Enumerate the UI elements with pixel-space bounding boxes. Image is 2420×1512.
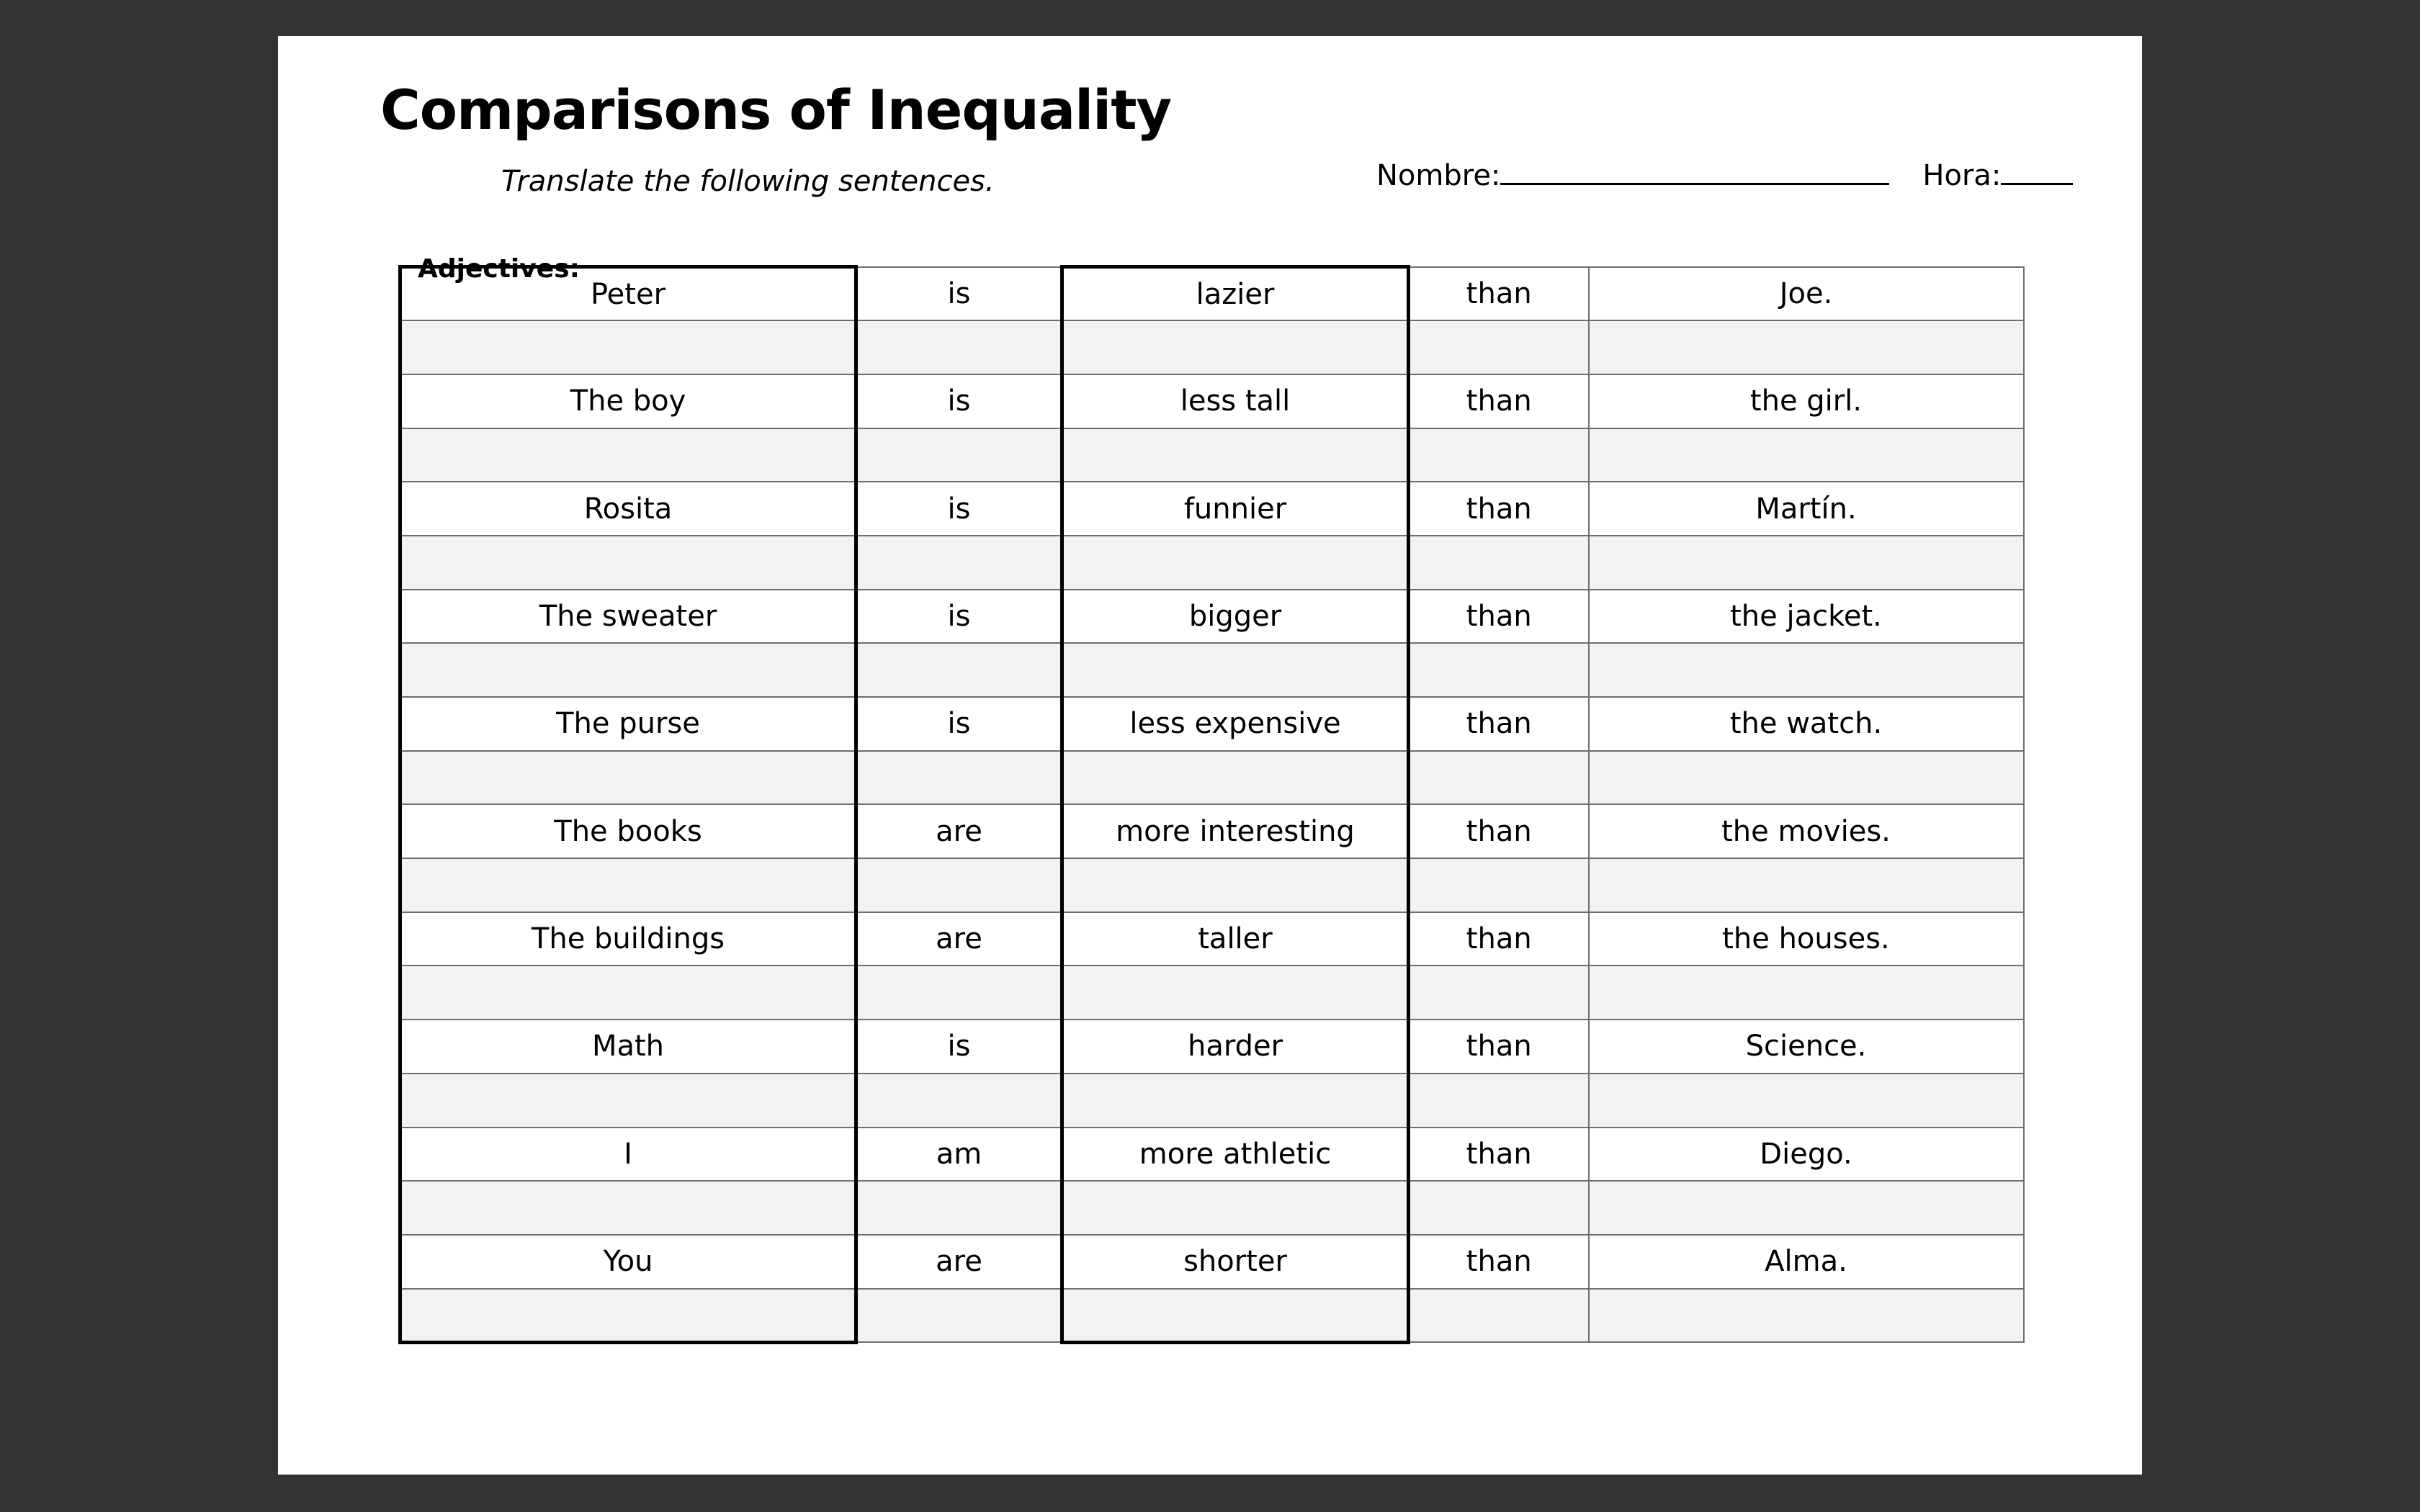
answer-cell[interactable] (1589, 966, 2024, 1020)
answer-row (400, 643, 2024, 697)
sentence-row (400, 804, 2024, 858)
subject-cell: Peter (400, 267, 856, 321)
answer-row (400, 858, 2024, 912)
worksheet-page (278, 36, 2142, 1475)
sentence-row (400, 374, 2024, 428)
subject-cell: You (400, 1235, 856, 1289)
than-cell: than (1409, 1235, 1589, 1289)
answer-cell[interactable] (1062, 858, 1409, 912)
answer-cell[interactable] (856, 643, 1062, 697)
answer-cell[interactable] (400, 858, 856, 912)
verb-cell: is (856, 267, 1062, 321)
section-label: Adjectives: (418, 254, 580, 284)
answer-cell[interactable] (1589, 1181, 2024, 1235)
comparison-cell: less expensive (1062, 697, 1409, 751)
answer-cell[interactable] (1589, 320, 2024, 374)
answer-cell[interactable] (1062, 1289, 1409, 1343)
object-cell: Alma. (1589, 1235, 2024, 1289)
sentence-row (400, 912, 2024, 966)
object-cell: the houses. (1589, 912, 2024, 966)
verb-cell: is (856, 590, 1062, 644)
sentence-row (400, 267, 2024, 321)
verb-cell: are (856, 804, 1062, 858)
than-cell: than (1409, 590, 1589, 644)
answer-cell[interactable] (856, 320, 1062, 374)
subject-cell: The boy (400, 374, 856, 428)
answer-cell[interactable] (1589, 1289, 2024, 1343)
sentence-row (400, 697, 2024, 751)
answer-cell[interactable] (856, 428, 1062, 482)
answer-cell[interactable] (1062, 643, 1409, 697)
answer-cell[interactable] (400, 1289, 856, 1343)
answer-cell[interactable] (400, 966, 856, 1020)
answer-cell[interactable] (400, 1074, 856, 1128)
object-cell: Martín. (1589, 482, 2024, 536)
page-title: Comparisons of Inequality (380, 78, 1172, 142)
than-cell: than (1409, 267, 1589, 321)
hour-blank[interactable] (2001, 158, 2073, 185)
answer-row (400, 966, 2024, 1020)
answer-cell[interactable] (1409, 751, 1589, 805)
object-cell: the jacket. (1589, 590, 2024, 644)
sentence-row (400, 1128, 2024, 1182)
answer-cell[interactable] (1062, 428, 1409, 482)
answer-cell[interactable] (1062, 1181, 1409, 1235)
answer-cell[interactable] (856, 966, 1062, 1020)
answer-row (400, 1074, 2024, 1128)
answer-cell[interactable] (400, 643, 856, 697)
comparison-cell: bigger (1062, 590, 1409, 644)
answer-row (400, 536, 2024, 590)
translation-table (398, 265, 2025, 1344)
sentence-row (400, 1020, 2024, 1074)
verb-cell: am (856, 1128, 1062, 1182)
than-cell: than (1409, 374, 1589, 428)
answer-cell[interactable] (1409, 1074, 1589, 1128)
answer-cell[interactable] (1589, 751, 2024, 805)
verb-cell: is (856, 697, 1062, 751)
comparison-cell: less tall (1062, 374, 1409, 428)
comparison-cell: funnier (1062, 482, 1409, 536)
answer-cell[interactable] (1409, 320, 1589, 374)
than-cell: than (1409, 697, 1589, 751)
answer-cell[interactable] (400, 428, 856, 482)
answer-cell[interactable] (400, 320, 856, 374)
answer-cell[interactable] (856, 1181, 1062, 1235)
object-cell: Joe. (1589, 267, 2024, 321)
answer-cell[interactable] (1062, 1074, 1409, 1128)
comparison-cell: harder (1062, 1020, 1409, 1074)
student-info (1376, 158, 2073, 190)
verb-cell: is (856, 1020, 1062, 1074)
subject-cell: The purse (400, 697, 856, 751)
answer-cell[interactable] (400, 536, 856, 590)
than-cell: than (1409, 912, 1589, 966)
subject-cell: Rosita (400, 482, 856, 536)
answer-cell[interactable] (1409, 858, 1589, 912)
answer-cell[interactable] (856, 1289, 1062, 1343)
answer-cell[interactable] (1409, 1289, 1589, 1343)
answer-row (400, 1181, 2024, 1235)
verb-cell: is (856, 374, 1062, 428)
sentence-row (400, 590, 2024, 644)
than-cell: than (1409, 1020, 1589, 1074)
answer-cell[interactable] (1589, 428, 2024, 482)
verb-cell: are (856, 1235, 1062, 1289)
answer-cell[interactable] (856, 751, 1062, 805)
subject-cell: I (400, 1128, 856, 1182)
answer-row (400, 428, 2024, 482)
comparison-cell: more interesting (1062, 804, 1409, 858)
subject-cell: The books (400, 804, 856, 858)
name-label: Nombre: (1376, 159, 1501, 192)
than-cell: than (1409, 804, 1589, 858)
object-cell: the girl. (1589, 374, 2024, 428)
object-cell: Science. (1589, 1020, 2024, 1074)
than-cell: than (1409, 1128, 1589, 1182)
sentence-row (400, 482, 2024, 536)
answer-cell[interactable] (856, 536, 1062, 590)
answer-row (400, 751, 2024, 805)
answer-cell[interactable] (1062, 751, 1409, 805)
answer-cell[interactable] (1589, 858, 2024, 912)
instruction-text: Translate the following sentences. (501, 165, 995, 198)
verb-cell: are (856, 912, 1062, 966)
answer-cell[interactable] (1589, 536, 2024, 590)
answer-cell[interactable] (1409, 966, 1589, 1020)
answer-cell[interactable] (1062, 536, 1409, 590)
object-cell: Diego. (1589, 1128, 2024, 1182)
answer-cell[interactable] (856, 858, 1062, 912)
subject-cell: The buildings (400, 912, 856, 966)
subject-cell: Math (400, 1020, 856, 1074)
comparison-cell: taller (1062, 912, 1409, 966)
answer-cell[interactable] (1409, 536, 1589, 590)
object-cell: the watch. (1589, 697, 2024, 751)
answer-cell[interactable] (1062, 966, 1409, 1020)
answer-cell[interactable] (856, 1074, 1062, 1128)
than-cell: than (1409, 482, 1589, 536)
hour-label: Hora: (1922, 159, 2002, 192)
name-blank[interactable] (1500, 158, 1889, 185)
answer-cell[interactable] (400, 1181, 856, 1235)
verb-cell: is (856, 482, 1062, 536)
answer-cell[interactable] (1409, 1181, 1589, 1235)
answer-cell[interactable] (1589, 1074, 2024, 1128)
object-cell: the movies. (1589, 804, 2024, 858)
sentence-row (400, 1235, 2024, 1289)
answer-cell[interactable] (1589, 643, 2024, 697)
answer-row (400, 320, 2024, 374)
comparison-cell: more athletic (1062, 1128, 1409, 1182)
subject-cell: The sweater (400, 590, 856, 644)
answer-cell[interactable] (1409, 643, 1589, 697)
answer-cell[interactable] (1409, 428, 1589, 482)
answer-row (400, 1289, 2024, 1343)
answer-cell[interactable] (400, 751, 856, 805)
answer-cell[interactable] (1062, 320, 1409, 374)
comparison-cell: shorter (1062, 1235, 1409, 1289)
comparison-cell: lazier (1062, 267, 1409, 321)
